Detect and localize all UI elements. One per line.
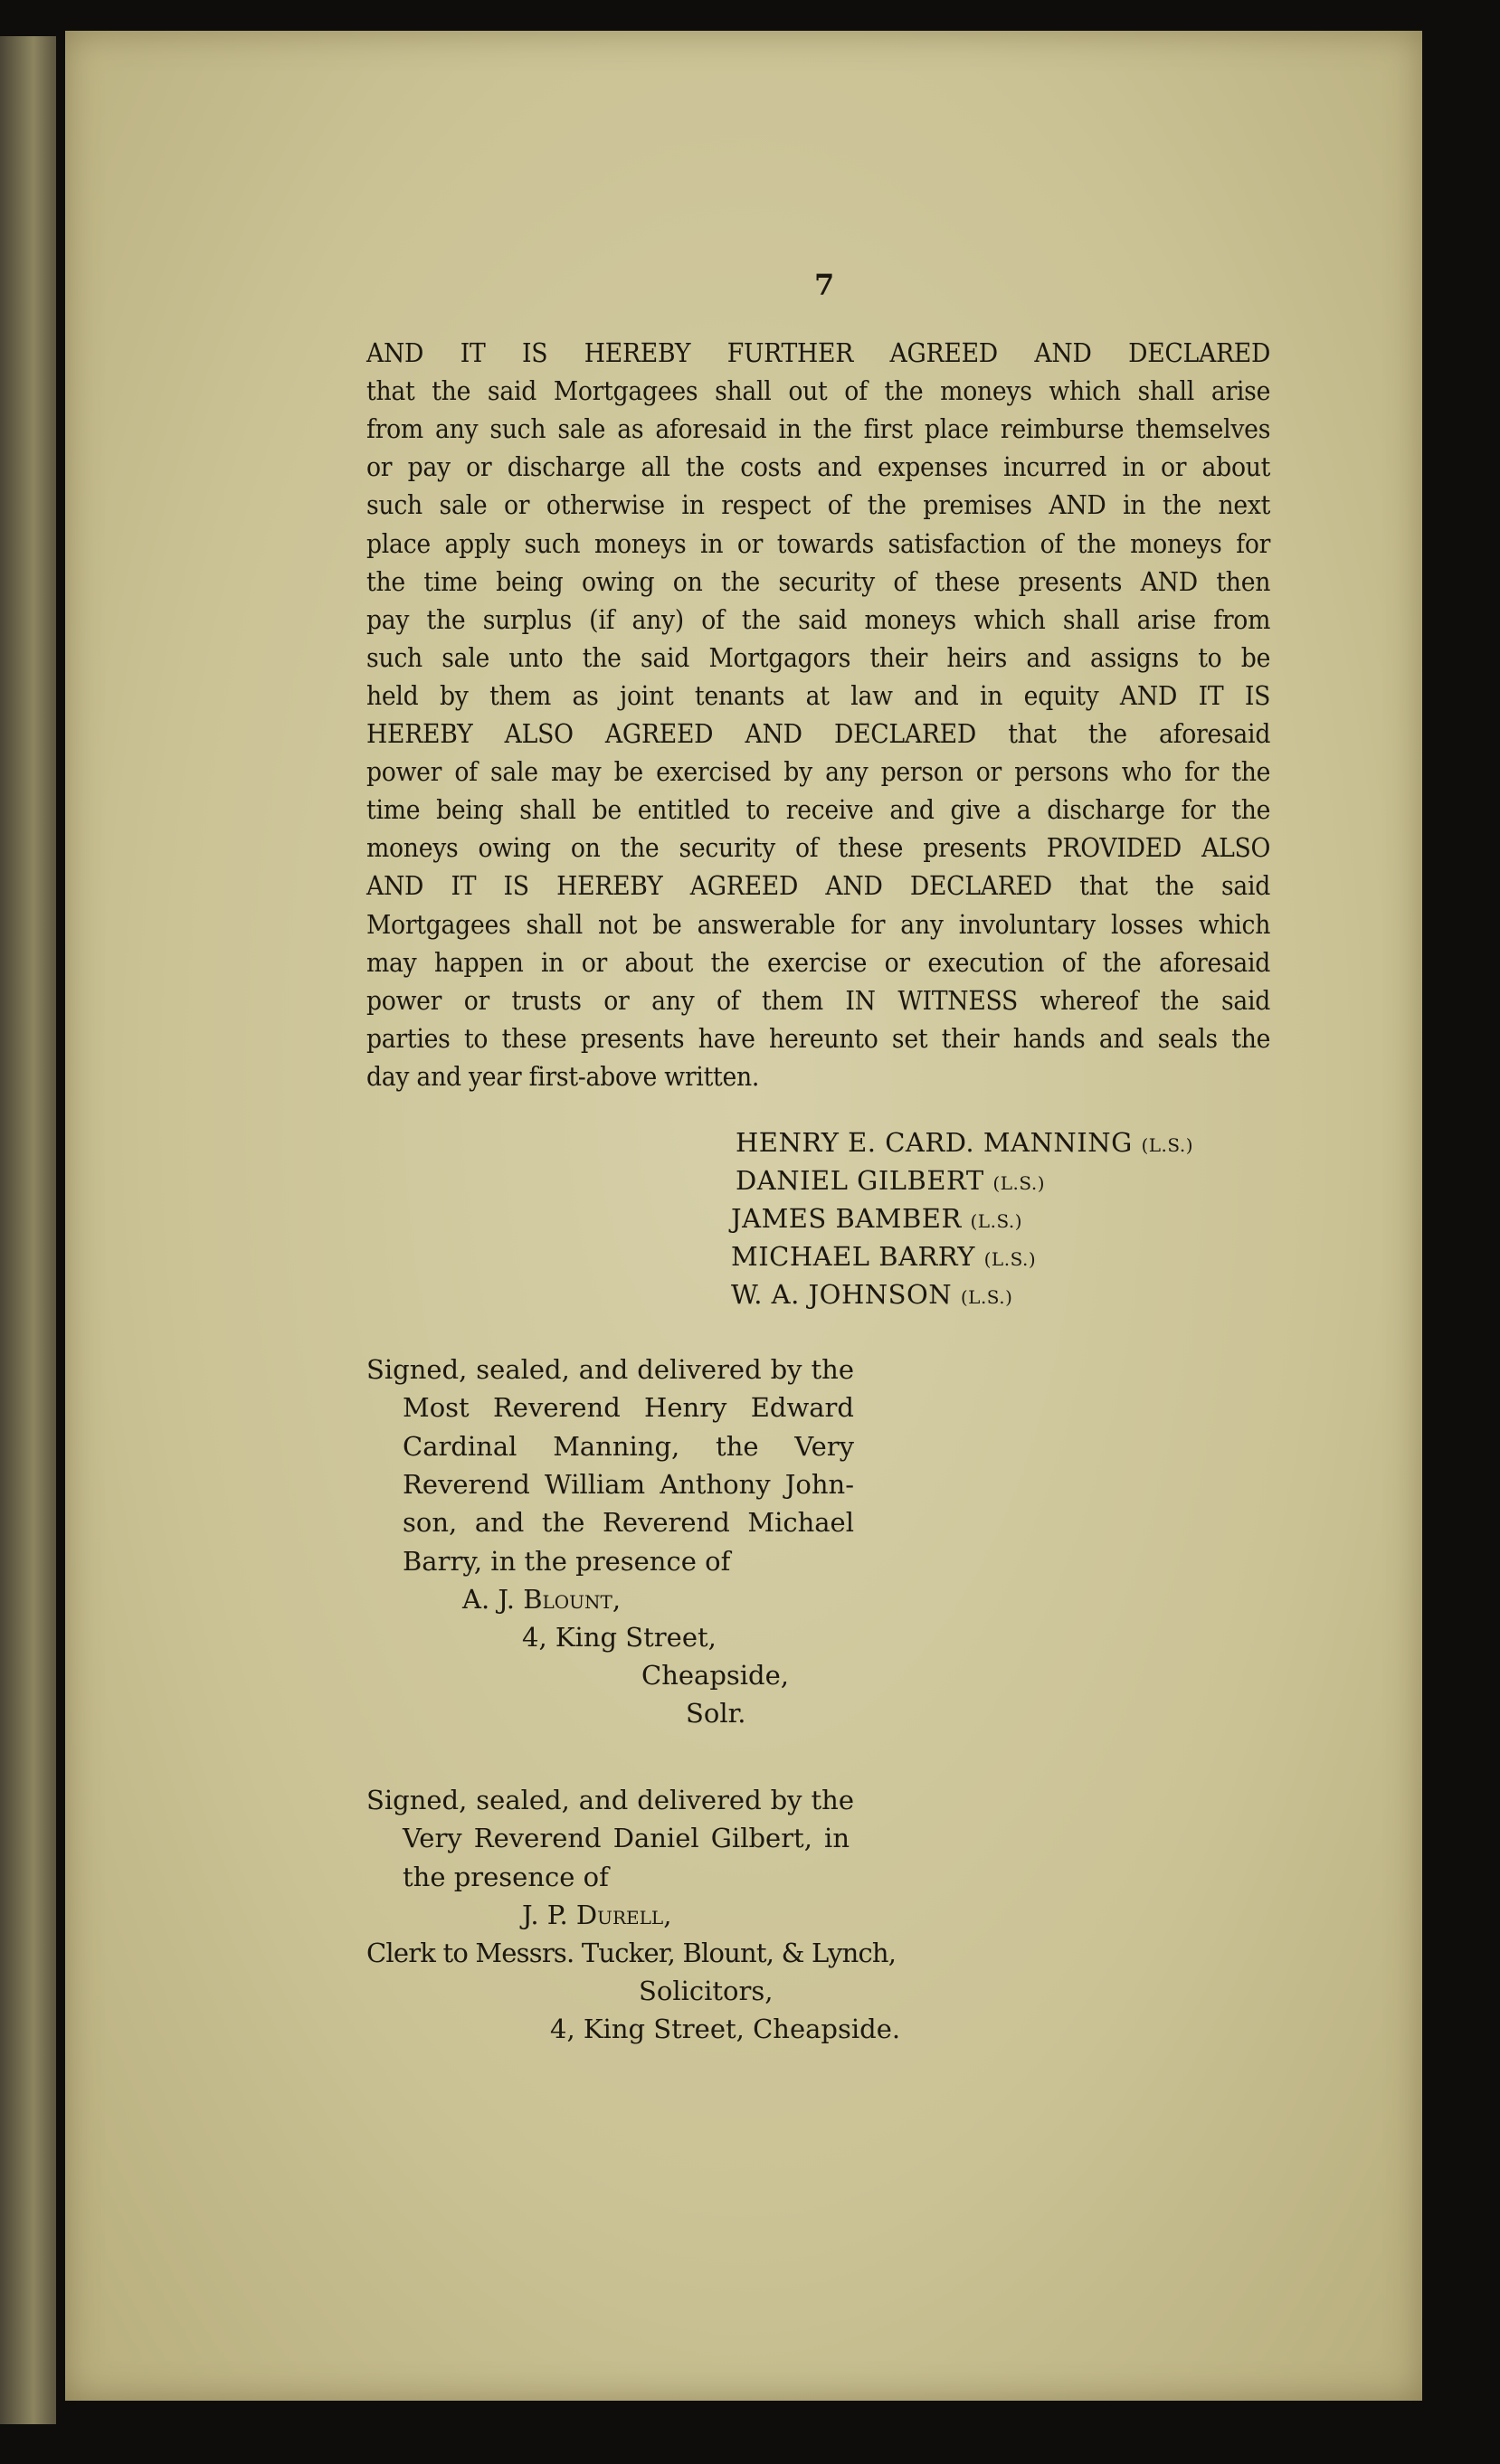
- body-line: time being shall be entitled to receive and give a discharge for the: [366, 794, 1271, 826]
- signatory-name: MICHAEL BARRY: [731, 1241, 975, 1272]
- body-line: may happen in or about the exercise or execution of the aforesaid: [366, 946, 1271, 978]
- witness-title: Solr.: [686, 1698, 746, 1729]
- body-line: or pay or discharge all the costs and expenses incurred in or about: [366, 451, 1271, 483]
- body-line: day and year first-above written.: [366, 1060, 760, 1092]
- body-line: parties to these presents have hereunto set their hands and seals the: [366, 1022, 1271, 1054]
- seal-mark: (L.S.): [992, 1172, 1046, 1194]
- body-line: pay the surplus (if any) of the said moneys which shall arise from: [366, 603, 1271, 635]
- attestation-line: Signed, sealed, and delivered by the: [366, 1785, 854, 1815]
- body-line: power or trusts or any of them IN WITNESS whereof the said: [366, 984, 1271, 1016]
- signatory-name: JAMES BAMBER: [731, 1203, 962, 1234]
- body-line: such sale unto the said Mortgagors their heirs and assigns to be: [366, 641, 1271, 673]
- seal-mark: (L.S.): [970, 1210, 1023, 1232]
- signature-line: [736, 1124, 1193, 1163]
- signature-line: [731, 1200, 1022, 1239]
- signatory-name: DANIEL GILBERT: [736, 1165, 984, 1196]
- attestation-line: son, and the Reverend Michael: [403, 1507, 854, 1538]
- body-line: HEREBY ALSO AGREED AND DECLARED that the aforesaid: [366, 718, 1271, 749]
- signature-line: [731, 1238, 1036, 1277]
- witness-name: J. P. Durell,: [522, 1900, 672, 1930]
- body-line: that the said Mortgagees shall out of the moneys which shall arise: [366, 375, 1271, 407]
- attestation-line: Reverend William Anthony John-: [403, 1469, 854, 1500]
- attestation-line: Signed, sealed, and delivered by the: [366, 1354, 854, 1385]
- body-line: from any such sale as aforesaid in the first place reimburse themselves: [366, 413, 1271, 445]
- body-line: place apply such moneys in or towards satisfaction of the moneys for: [366, 527, 1271, 559]
- seal-mark: (L.S.): [960, 1286, 1013, 1308]
- seal-mark: (L.S.): [1141, 1134, 1194, 1156]
- witness-clerk: Clerk to Messrs. Tucker, Blount, & Lynch,: [366, 1938, 897, 1968]
- signatory-name: W. A. JOHNSON: [731, 1279, 953, 1310]
- signatory-name: HENRY E. CARD. MANNING: [736, 1127, 1133, 1158]
- witness-address: 4, King Street,: [522, 1622, 717, 1653]
- witness-address: 4, King Street, Cheapside.: [550, 2014, 901, 2044]
- page-number: 7: [814, 268, 835, 302]
- body-line: Mortgagees shall not be answerable for any involuntary losses which: [366, 908, 1271, 940]
- body-line: the time being owing on the security of these presents AND then: [366, 565, 1271, 597]
- seal-mark: (L.S.): [983, 1248, 1037, 1270]
- witness-address: Cheapside,: [641, 1660, 789, 1691]
- witness-name: A. J. Blount,: [462, 1584, 622, 1615]
- attestation-line: Most Reverend Henry Edward: [403, 1392, 854, 1423]
- body-line: AND IT IS HEREBY FURTHER AGREED AND DECLARED: [366, 337, 1271, 368]
- body-line: such sale or otherwise in respect of the premises AND in the next: [366, 489, 1271, 521]
- signature-line: [731, 1276, 1012, 1315]
- attestation-line: Barry, in the presence of: [403, 1546, 731, 1577]
- body-line: AND IT IS HEREBY AGREED AND DECLARED that the said: [366, 870, 1271, 902]
- adjacent-page-edge: [0, 36, 56, 2424]
- witness-solicitors: Solicitors,: [639, 1976, 774, 2006]
- attestation-line: the presence of: [403, 1862, 609, 1892]
- body-line: power of sale may be exercised by any person or persons who for the: [366, 756, 1271, 788]
- body-line: moneys owing on the security of these presents PROVIDED ALSO: [366, 832, 1271, 864]
- attestation-line: Cardinal Manning, the Very: [403, 1431, 854, 1462]
- body-line: held by them as joint tenants at law and in equity AND IT IS: [366, 679, 1271, 711]
- signature-line: [736, 1162, 1045, 1201]
- attestation-line: Very Reverend Daniel Gilbert, in: [403, 1823, 850, 1853]
